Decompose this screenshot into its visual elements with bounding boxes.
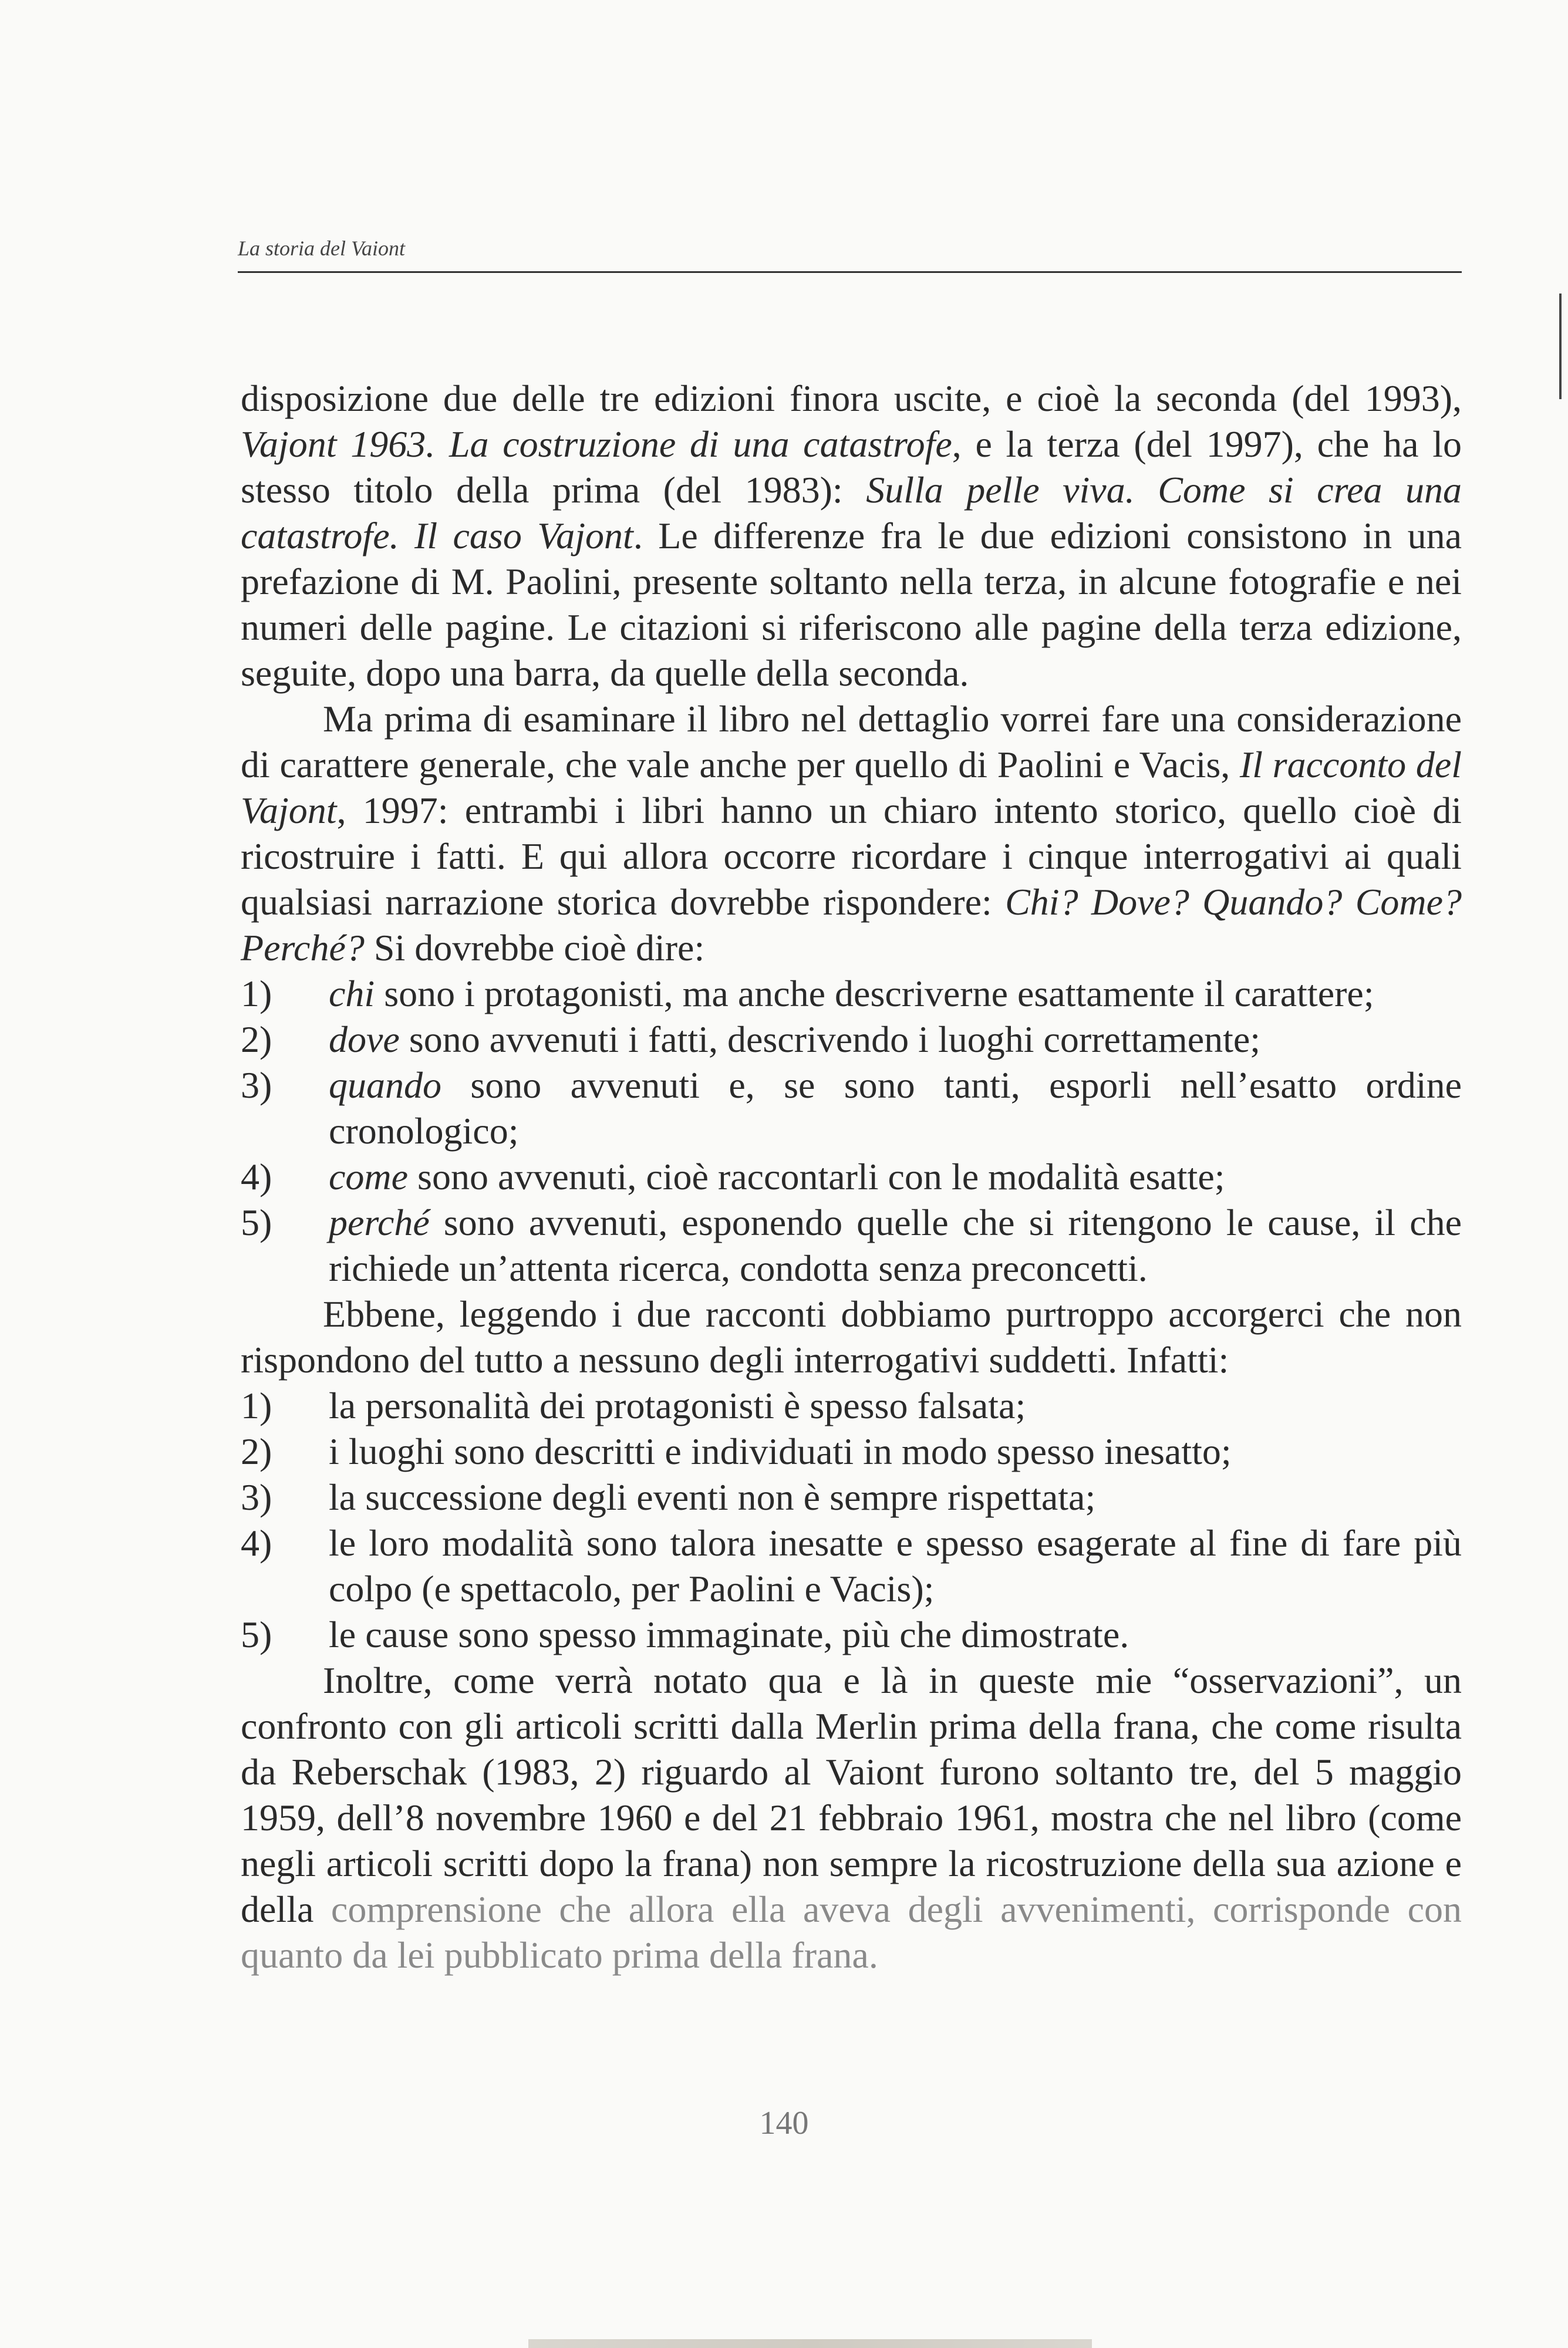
list-number: 1) (241, 1385, 272, 1426)
paragraph-1-text-c: . Le differenze fra le due edizioni consistono in una prefazione di M. Paolini, presente soltanto nella terza, in alcune fotografie e nei numeri delle pagine. Le citazioni si riferiscono alle pagine della terza edizione, seguite, dopo una barra, da quelle della seconda. (241, 515, 1462, 694)
list-item (241, 1520, 1462, 1612)
list-text: la personalità dei protagonisti è spesso falsata; (329, 1385, 1026, 1426)
list-text: sono avvenuti i fatti, descrivendo i luoghi correttamente; (399, 1018, 1261, 1060)
paragraph-3: Ebbene, leggendo i due racconti dobbiamo purtroppo accorgerci che non rispondono del tutto a nessuno degli interrogativi suddetti. Infatti: (241, 1293, 1462, 1381)
list-number: 3) (241, 1476, 272, 1518)
list-item (241, 1017, 1462, 1062)
list-keyword: come (329, 1156, 409, 1197)
paragraph-2-text-b: , 1997: entrambi i libri hanno un chiaro intento storico, quello cioè di ricostruire i fatti. E qui allora occorre ricordare i cinque interrogativi ai quali qualsiasi narrazione storica dovrebbe rispondere: (241, 790, 1462, 923)
list-number: 5) (241, 1202, 272, 1243)
list-text: la successione degli eventi non è sempre rispettata; (329, 1476, 1096, 1518)
book-title-sulla-pelle-viva: Sulla pelle viva. Come si crea una catastrofe. Il caso Vajont (241, 469, 1462, 556)
list-text: sono avvenuti e, se sono tanti, esporli nell’esatto ordine cronologico; (329, 1064, 1462, 1152)
scan-edge (528, 2339, 1092, 2348)
answers-list (241, 1383, 1462, 1658)
page-number: 140 (759, 2105, 809, 2141)
paragraph-4 (241, 1658, 1462, 1978)
header-rule (238, 271, 1462, 273)
paragraph-1-text-b: , e la terza (del 1997), che ha lo stesso titolo della prima (del 1983): (241, 423, 1462, 511)
list-text: sono i protagonisti, ma anche descriverne esattamente il carattere; (375, 973, 1374, 1014)
five-questions: Chi? Dove? Quando? Come? Perché? (241, 881, 1462, 969)
list-number: 3) (241, 1064, 272, 1106)
list-item (241, 1154, 1462, 1200)
paragraph-4-text-b: comprensione che allora ella aveva degli avvenimenti, corrisponde con quanto da lei pubblicato prima della frana. (241, 1888, 1462, 1976)
list-text: sono avvenuti, cioè raccontarli con le modalità esatte; (408, 1156, 1225, 1197)
list-number: 2) (241, 1431, 272, 1472)
list-text: i luoghi sono descritti e individuati in modo spesso inesatto; (329, 1431, 1232, 1472)
list-item (241, 1612, 1462, 1658)
list-item (241, 1200, 1462, 1291)
paragraph-2-text-a: Ma prima di esaminare il libro nel dettaglio vorrei fare una considerazione di carattere generale, che vale anche per quello di Paolini e Vacis, (241, 698, 1462, 785)
paragraph-2 (241, 696, 1462, 971)
list-number: 2) (241, 1018, 272, 1060)
list-number: 5) (241, 1614, 272, 1655)
list-text: sono avvenuti, esponendo quelle che si ritengono le cause, il che richiede un’attenta ricerca, condotta senza preconcetti. (329, 1202, 1462, 1289)
list-item (241, 971, 1462, 1017)
list-number: 1) (241, 973, 272, 1014)
list-keyword: chi (329, 973, 375, 1014)
questions-list (241, 971, 1462, 1291)
list-number: 4) (241, 1156, 272, 1197)
list-text: le cause sono spesso immaginate, più che dimostrate. (329, 1614, 1129, 1655)
edge-mark (1559, 294, 1562, 399)
list-item (241, 1383, 1462, 1429)
book-title-racconto: Il racconto del Vajont (241, 744, 1462, 831)
paragraph-4-text-a: Inoltre, come verrà notato qua e là in queste mie “osservazioni”, un confronto con gli articoli scritti dalla Merlin prima della frana, che come risulta da Reberschak (1983, 2) riguardo al Vaiont furono soltanto tre, del 5 maggio 1959, dell’8 novembre 1960 e del 21 febbraio 1961, mostra che nel libro (come negli articoli scritti dopo la frana) non sempre la ricostruzione della sua azione e della (241, 1659, 1462, 1930)
list-keyword: perché (329, 1202, 430, 1243)
paragraph-1 (241, 376, 1462, 696)
paragraph-2-text-c: Si dovrebbe cioè dire: (364, 927, 705, 969)
list-keyword: dove (329, 1018, 400, 1060)
list-keyword: quando (329, 1064, 441, 1106)
list-item (241, 1475, 1462, 1520)
page-body (241, 376, 1462, 1978)
paragraph-1-text-a: disposizione due delle tre edizioni finora uscite, e cioè la seconda (del 1993), (241, 377, 1462, 419)
running-title: La storia del Vaiont (238, 237, 406, 260)
list-text: le loro modalità sono talora inesatte e spesso esagerate al fine di fare più colpo (e spettacolo, per Paolini e Vacis); (329, 1522, 1462, 1610)
list-number: 4) (241, 1522, 272, 1564)
list-item (241, 1429, 1462, 1475)
book-title-1963: Vajont 1963. La costruzione di una catastrofe (241, 423, 952, 465)
list-item (241, 1062, 1462, 1154)
